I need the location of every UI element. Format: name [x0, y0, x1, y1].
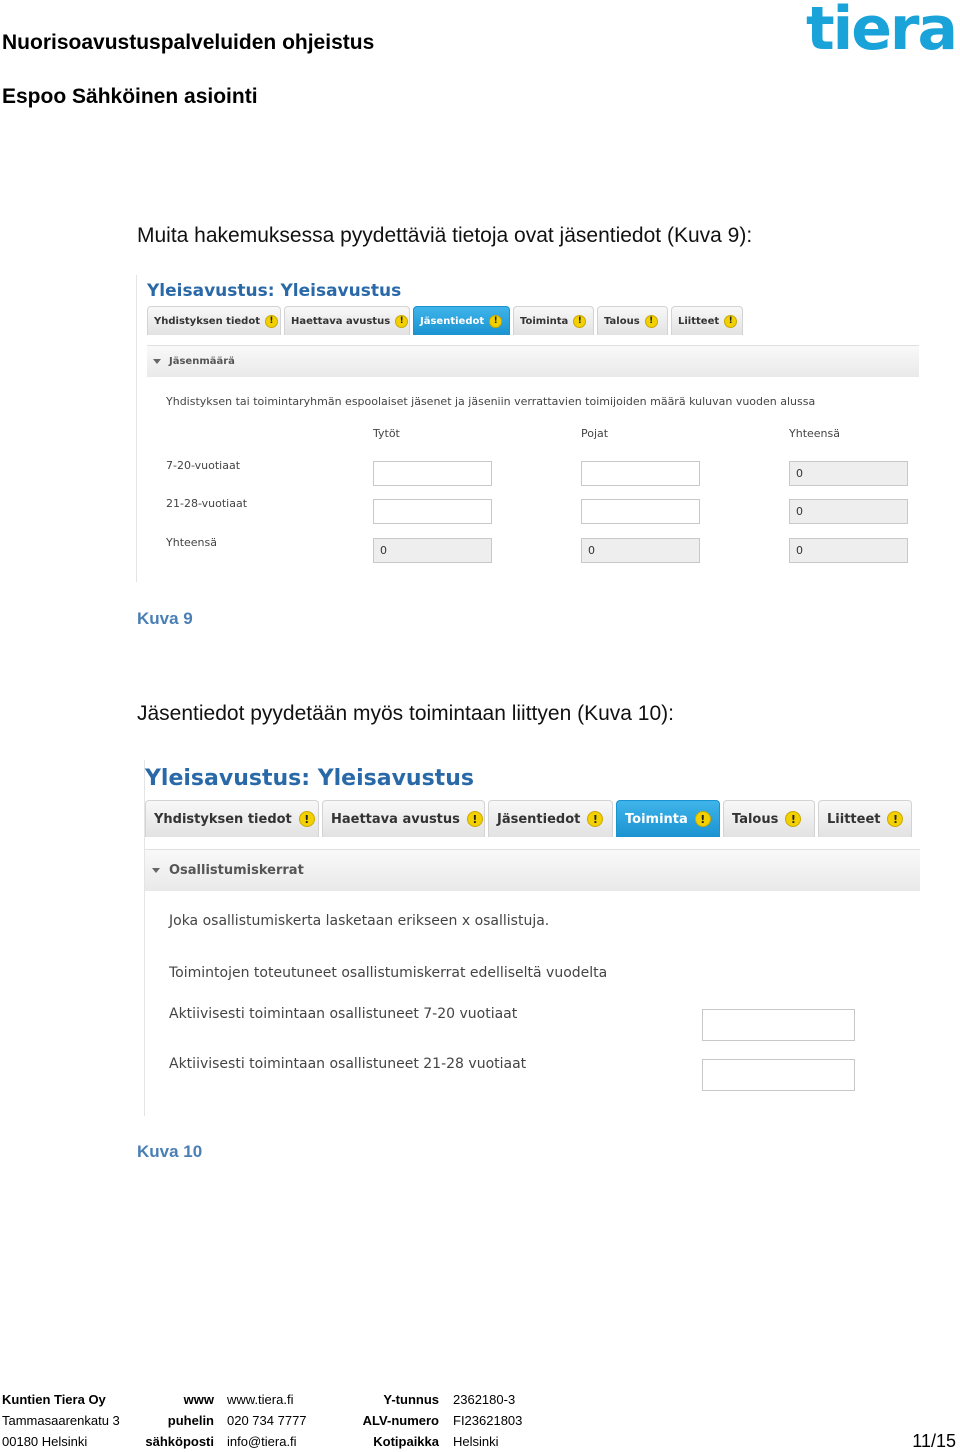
form-tabs: [147, 306, 743, 335]
section-osallistumiskerrat[interactable]: [145, 849, 920, 891]
footer-phone-label: puhelin: [167, 1413, 214, 1428]
tab-label: Toiminta: [520, 315, 569, 327]
section-jasenmaara[interactable]: [147, 345, 919, 377]
tab-talous[interactable]: [597, 306, 668, 335]
tab-label: Yhdistyksen tiedot: [154, 315, 260, 327]
footer-kotipaikka: Helsinki: [453, 1434, 499, 1449]
footer-city: 00180 Helsinki: [2, 1434, 88, 1449]
figure-9-screenshot: [136, 275, 920, 582]
warning-icon: !: [724, 315, 737, 328]
footer-email-label: sähköposti: [145, 1434, 214, 1449]
section-label: Osallistumiskerrat: [169, 863, 304, 878]
pojat-yhteensa-field: 0: [581, 538, 700, 563]
footer-phone: 020 734 7777: [227, 1413, 307, 1428]
footer-ytunnus: 2362180-3: [453, 1392, 516, 1407]
tytot-yhteensa-field: 0: [373, 538, 492, 563]
tab-label: Liitteet: [678, 315, 720, 327]
form-title: Yleisavustus: Yleisavustus: [147, 281, 402, 301]
footer-ytunnus-label: Y-tunnus: [383, 1392, 439, 1407]
tab-haettava-avustus[interactable]: [284, 306, 410, 335]
form-title: Yleisavustus: Yleisavustus: [145, 766, 474, 791]
tab-talous[interactable]: [723, 800, 815, 837]
tab-label: Haettava avustus: [291, 315, 391, 327]
warning-icon: !: [887, 811, 903, 827]
warning-icon: !: [785, 811, 801, 827]
row-label-yhteensa: Yhteensä: [166, 536, 217, 549]
document-title: Nuorisoavustuspalveluiden ohjeistus: [2, 31, 375, 54]
tab-label: Haettava avustus: [331, 811, 460, 827]
tab-label: Toiminta: [625, 811, 688, 827]
row-label-7-20: 7-20-vuotiaat: [166, 459, 241, 472]
yhteensa-7-20-field: 0: [789, 461, 908, 486]
tab-label: Liitteet: [827, 811, 881, 827]
tab-label: Talous: [732, 811, 779, 827]
column-header-yhteensa: Yhteensä: [789, 427, 840, 440]
osallistuneet-21-28-input[interactable]: [702, 1059, 855, 1091]
pojat-21-28-input[interactable]: [581, 499, 700, 524]
warning-icon: !: [489, 315, 502, 328]
field-label-21-28: Aktiivisesti toimintaan osallistuneet 21-28 vuotiaat: [169, 1056, 527, 1072]
caption-kuva-10: Kuva 10: [137, 1142, 203, 1161]
column-header-tytot: Tytöt: [373, 427, 400, 440]
tab-jasentiedot[interactable]: [413, 306, 510, 335]
osallistuneet-7-20-input[interactable]: [702, 1009, 855, 1041]
tab-label: Jäsentiedot: [420, 315, 485, 327]
footer-kotipaikka-label: Kotipaikka: [373, 1434, 439, 1449]
intro-paragraph-1: Muita hakemuksessa pyydettäviä tietoja ovat jäsentiedot (Kuva 9):: [137, 224, 753, 247]
section-label: Jäsenmäärä: [169, 356, 235, 367]
field-label-7-20: Aktiivisesti toimintaan osallistuneet 7-20 vuotiaat: [169, 1006, 518, 1022]
tab-toiminta[interactable]: [616, 800, 720, 837]
tiera-logo: tiera: [805, 0, 956, 64]
section-heading: Toimintojen toteutuneet osallistumiskerrat edelliseltä vuodelta: [169, 965, 608, 981]
document-subtitle: Espoo Sähköinen asiointi: [2, 85, 258, 108]
tab-haettava-avustus[interactable]: [322, 800, 485, 837]
footer-email-link[interactable]: info@tiera.fi: [227, 1434, 297, 1449]
row-label-21-28: 21-28-vuotiaat: [166, 497, 248, 510]
warning-icon: !: [265, 315, 278, 328]
warning-icon: !: [587, 811, 603, 827]
warning-icon: !: [645, 315, 658, 328]
yhteensa-yhteensa-field: 0: [789, 538, 908, 563]
pojat-7-20-input[interactable]: [581, 461, 700, 486]
tab-liitteet[interactable]: [671, 306, 743, 335]
warning-icon: !: [299, 811, 315, 827]
tab-label: Talous: [604, 315, 640, 327]
footer-alv-label: ALV-numero: [362, 1413, 439, 1428]
footer-company: Kuntien Tiera Oy: [2, 1392, 106, 1407]
caption-kuva-9: Kuva 9: [137, 609, 193, 628]
tytot-21-28-input[interactable]: [373, 499, 492, 524]
footer-street: Tammasaarenkatu 3: [2, 1413, 120, 1428]
collapse-triangle-icon: [153, 359, 161, 364]
warning-icon: !: [695, 811, 711, 827]
tab-yhdistyksen-tiedot[interactable]: [145, 800, 319, 837]
warning-icon: !: [573, 315, 586, 328]
page-number: 11/15: [912, 1431, 956, 1451]
tab-label: Yhdistyksen tiedot: [154, 811, 292, 827]
column-header-pojat: Pojat: [581, 427, 609, 440]
form-tabs: [145, 800, 912, 837]
footer-alv: FI23621803: [453, 1413, 523, 1428]
tab-liitteet[interactable]: [818, 800, 912, 837]
section-description: Yhdistyksen tai toimintaryhmän espoolaiset jäsenet ja jäseniin verrattavien toimijoiden määrä kuluvan vuoden alussa: [166, 395, 816, 408]
section-note: Joka osallistumiskerta lasketaan erikseen x osallistuja.: [169, 913, 550, 929]
tytot-7-20-input[interactable]: [373, 461, 492, 486]
tab-yhdistyksen-tiedot[interactable]: [147, 306, 281, 335]
warning-icon: !: [467, 811, 483, 827]
intro-paragraph-2: Jäsentiedot pyydetään myös toimintaan liittyen (Kuva 10):: [137, 702, 674, 725]
tab-toiminta[interactable]: [513, 306, 594, 335]
tab-label: Jäsentiedot: [497, 811, 581, 827]
footer-www-label: www: [183, 1392, 214, 1407]
footer-www-link[interactable]: www.tiera.fi: [227, 1392, 294, 1407]
yhteensa-21-28-field: 0: [789, 499, 908, 524]
figure-10-screenshot: [144, 760, 920, 1116]
warning-icon: !: [395, 315, 408, 328]
tab-jasentiedot[interactable]: [488, 800, 613, 837]
collapse-triangle-icon: [152, 868, 160, 873]
